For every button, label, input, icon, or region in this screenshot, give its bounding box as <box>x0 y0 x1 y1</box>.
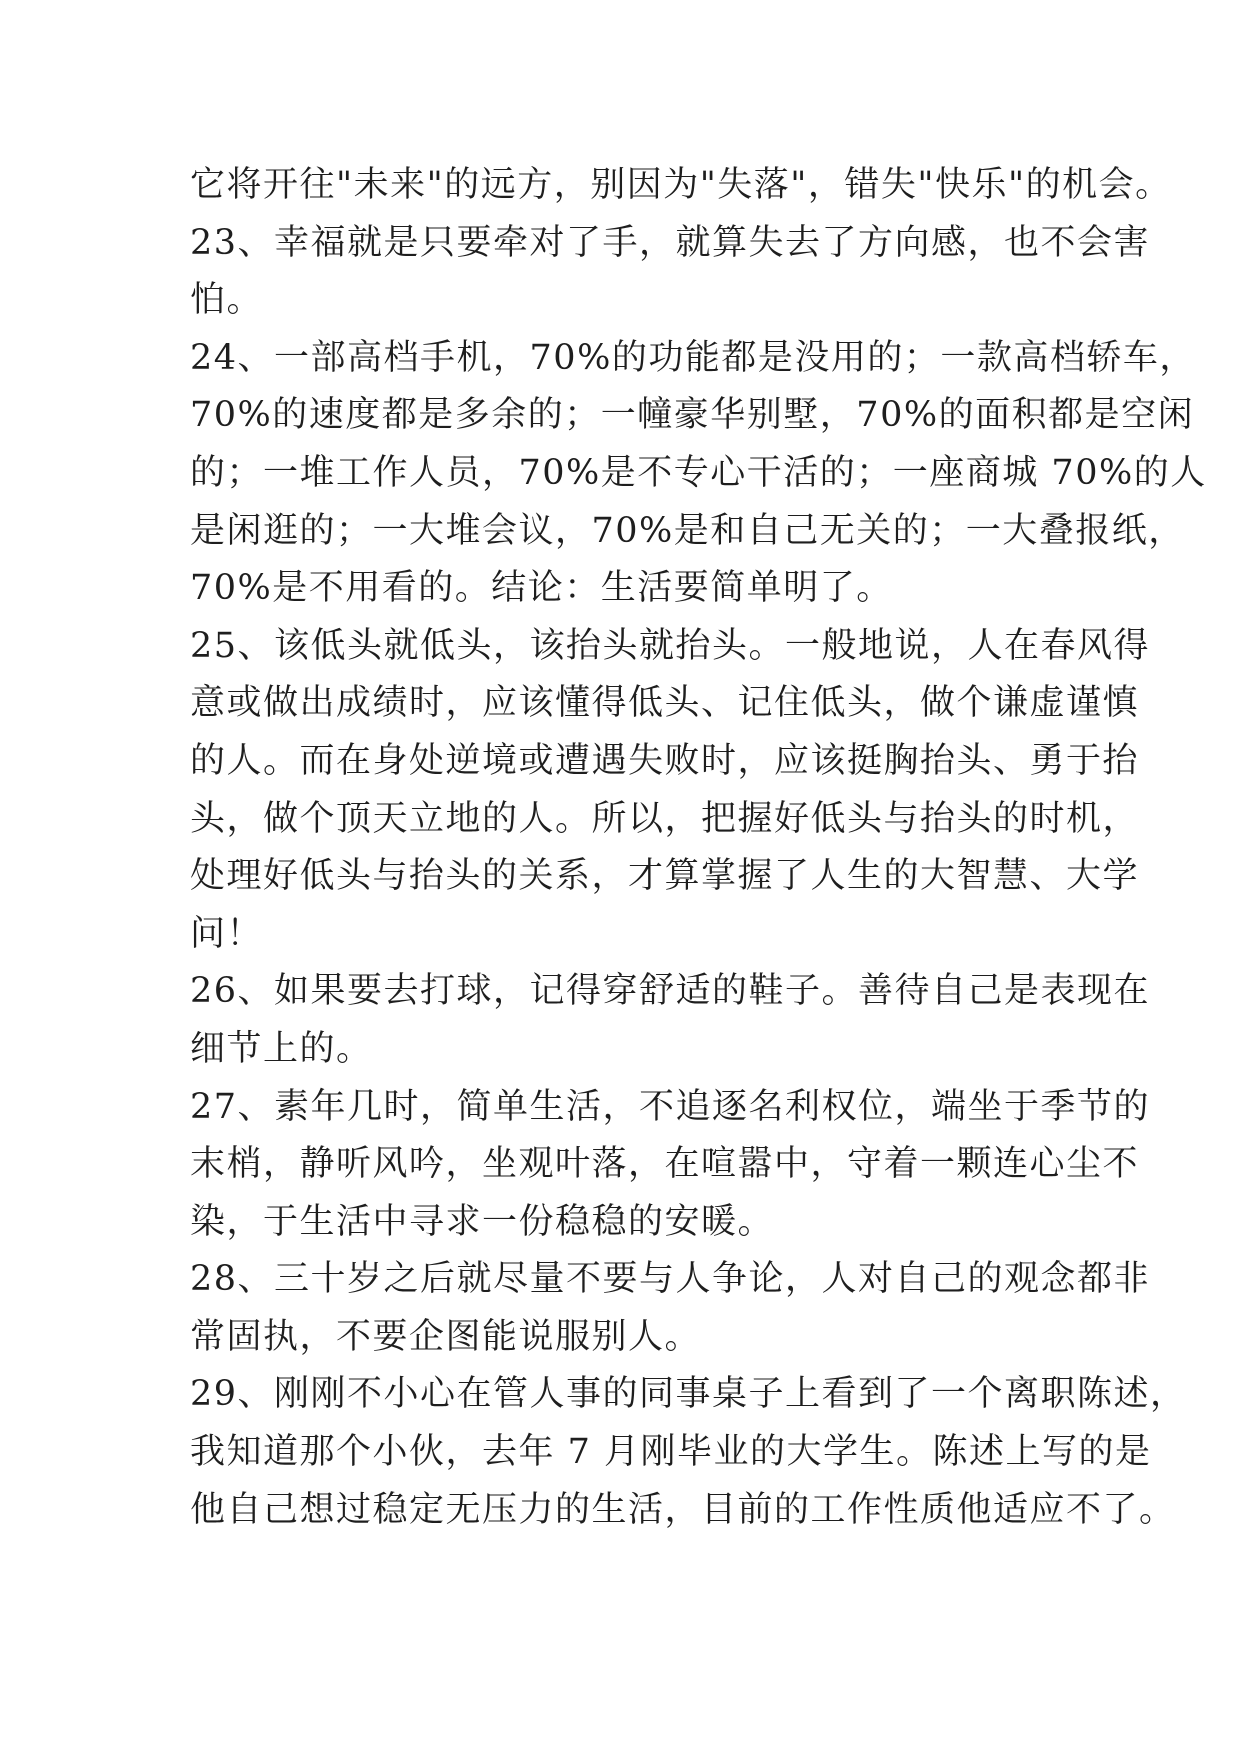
text-line: 意或做出成绩时，应该懂得低头、记住低头，做个谦虚谨慎 <box>190 683 1140 724</box>
text-line: 常固执，不要企图能说服别人。 <box>190 1316 702 1357</box>
text-line: 的；一堆工作人员，70%是不专心干活的；一座商城 70%的人 <box>190 452 1207 493</box>
text-line: 是闲逛的；一大堆会议，70%是和自己无关的；一大叠报纸， <box>190 510 1185 551</box>
text-line: 24、一部高档手机，70%的功能都是没用的；一款高档轿车， <box>190 337 1196 378</box>
text-line: 细节上的。 <box>190 1028 373 1069</box>
text-line: 29、刚刚不小心在管人事的同事桌子上看到了一个离职陈述， <box>190 1374 1187 1415</box>
text-line: 头，做个顶天立地的人。所以，把握好低头与抬头的时机， <box>190 798 1140 839</box>
text-line: 他自己想过稳定无压力的生活，目前的工作性质他适应不了。 <box>190 1489 1176 1530</box>
text-line: 末梢，静听风吟，坐观叶落，在喧嚣中，守着一颗连心尘不 <box>190 1144 1140 1185</box>
text-line: 我知道那个小伙，去年 7 月刚毕业的大学生。陈述上写的是 <box>190 1432 1152 1473</box>
text-line: 染，于生活中寻求一份稳稳的安暖。 <box>190 1201 775 1242</box>
text-line: 问！ <box>190 913 264 954</box>
text-line: 怕。 <box>190 280 264 321</box>
text-line: 27、素年几时，简单生活，不追逐名利权位，端坐于季节的 <box>190 1086 1151 1127</box>
text-line: 26、如果要去打球，记得穿舒适的鞋子。善待自己是表现在 <box>190 971 1151 1012</box>
text-line: 70%是不用看的。结论：生活要简单明了。 <box>190 568 893 609</box>
text-line: 25、该低头就低头，该抬头就抬头。一般地说，人在春风得 <box>190 625 1151 666</box>
text-line: 28、三十岁之后就尽量不要与人争论，人对自己的观念都非 <box>190 1259 1151 1300</box>
text-line: 23、幸福就是只要牵对了手，就算失去了方向感，也不会害 <box>190 222 1151 263</box>
text-line: 它将开往"未来"的远方，别因为"失落"，错失"快乐"的机会。 <box>190 165 1172 205</box>
text-line: 70%的速度都是多余的；一幢豪华别墅，70%的面积都是空闲 <box>190 395 1195 436</box>
document-body <box>190 157 1207 1539</box>
text-line: 的人。而在身处逆境或遭遇失败时，应该挺胸抬头、勇于抬 <box>190 740 1140 781</box>
text-line: 处理好低头与抬头的关系，才算掌握了人生的大智慧、大学 <box>190 856 1140 897</box>
